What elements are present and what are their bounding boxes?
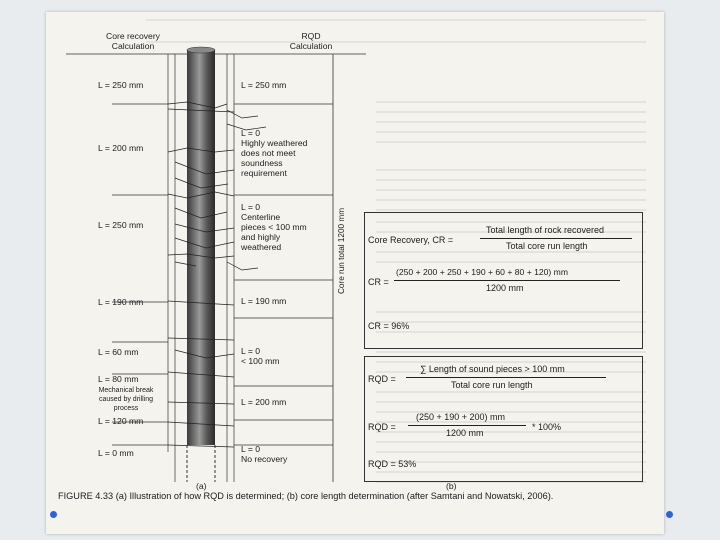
left-length-1: L = 250 mm xyxy=(98,80,144,90)
rqd-denominator: Total core run length xyxy=(451,380,533,390)
core-recovery-header: Core recovery Calculation xyxy=(106,31,160,51)
cr-result: CR = 96% xyxy=(368,321,410,331)
right-entry-5: L = 0 < 100 mm xyxy=(241,346,280,366)
right-entry-4: L = 190 mm xyxy=(241,296,287,306)
core-run-total-label: Core run total 1200 mm xyxy=(337,207,346,294)
right-entry-7: L = 0 No recovery xyxy=(241,444,288,464)
cr-prefix: CR = xyxy=(368,277,389,287)
rqd-denominator-values: 1200 mm xyxy=(446,428,484,438)
rqd-times-percent: * 100% xyxy=(532,422,562,432)
slide-bullet-dot-right xyxy=(666,511,673,518)
rqd-prefix: RQD = xyxy=(368,374,396,384)
cr-denominator: Total core run length xyxy=(506,241,588,251)
right-entry-2: L = 0 Highly weathered does not meet soundness requirement xyxy=(241,128,308,178)
cr-numerator-values: (250 + 200 + 250 + 190 + 60 + 80 + 120) mm xyxy=(396,267,569,277)
left-length-7: L = 120 mm xyxy=(98,416,144,426)
right-entry-6: L = 200 mm xyxy=(241,397,287,407)
cr-denominator-values: 1200 mm xyxy=(486,283,524,293)
right-entry-1: L = 250 mm xyxy=(241,80,287,90)
left-length-3: L = 250 mm xyxy=(98,220,144,230)
panel-b-label: (b) xyxy=(446,481,457,491)
rqd-prefix-2: RQD = xyxy=(368,422,396,432)
left-length-6: L = 80 mm xyxy=(98,374,139,384)
slide-bullet-dot-left xyxy=(50,511,57,518)
cr-lhs: Core Recovery, CR = xyxy=(368,235,454,245)
core-column xyxy=(187,50,215,445)
cr-fraction-bar-2 xyxy=(394,280,620,281)
rqd-numerator-values: (250 + 190 + 200) mm xyxy=(416,412,506,422)
mechanical-break-note: Mechanical break caused by drilling process xyxy=(98,387,154,412)
right-entry-3: L = 0 Centerline pieces < 100 mm and highly weathered xyxy=(241,202,307,252)
panel-a-label: (a) xyxy=(196,481,207,491)
left-length-5: L = 60 mm xyxy=(98,347,139,357)
rqd-fraction-bar-2 xyxy=(408,425,526,426)
cr-numerator: Total length of rock recovered xyxy=(486,225,605,235)
left-length-4: L = 190 mm xyxy=(98,297,144,307)
cr-fraction-bar xyxy=(480,238,632,239)
scanned-page xyxy=(46,12,664,534)
rqd-fraction-bar xyxy=(406,377,606,378)
rqd-numerator: ∑ Length of sound pieces > 100 mm xyxy=(420,364,565,374)
rqd-header: RQD Calculation xyxy=(289,31,333,51)
left-length-8: L = 0 mm xyxy=(98,448,134,458)
figure-caption: FIGURE 4.33 (a) Illustration of how RQD is determined; (b) core length determination (after Samtani and Nowatski, 2006). xyxy=(58,491,554,501)
left-length-2: L = 200 mm xyxy=(98,143,144,153)
rqd-result: RQD = 53% xyxy=(368,459,417,469)
core-sample-drawing xyxy=(46,12,376,492)
